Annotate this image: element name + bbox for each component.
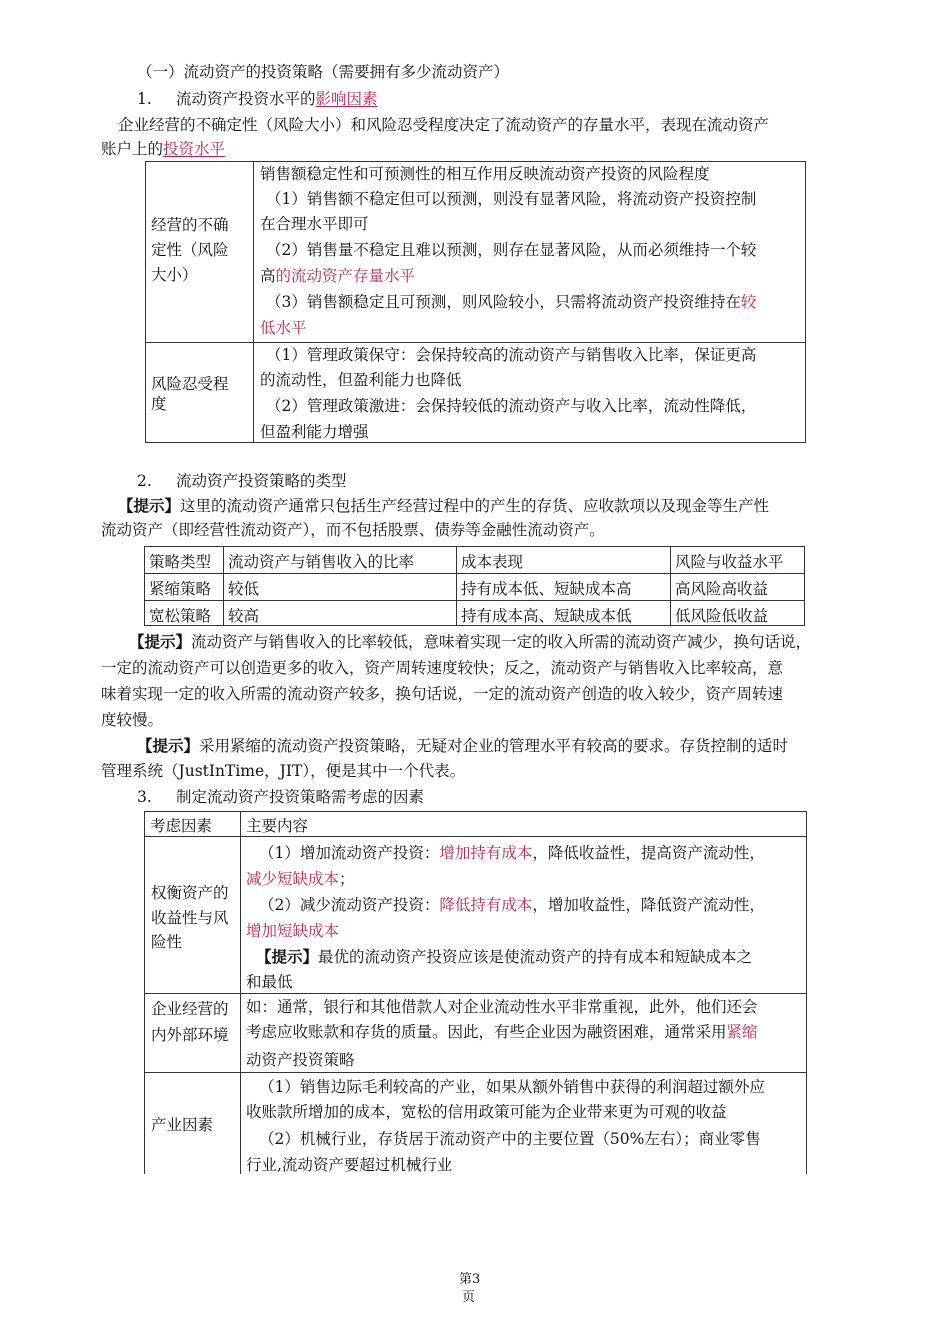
section-1-number: 1. [137, 90, 152, 108]
cell-text: 动资产投资策略 [246, 1051, 355, 1069]
tip-3-line-1: 【提示】采用紧缩的流动资产投资策略，无疑对企业的管理水平有较高的要求。存货控制的适时 [137, 736, 789, 755]
cell-text: 【提示】最优的流动资产投资应该是使流动资产的持有成本和短缺成本之 [256, 947, 753, 966]
tip-3-line-2: 管理系统（JustInTime，JIT），便是其中一个代表。 [101, 762, 466, 780]
cell-text: 高的流动资产存量水平 [260, 267, 416, 285]
table-cell: 宽松策略 [149, 607, 212, 625]
table-cell: 持有成本低、短缺成本高 [461, 580, 632, 598]
table-cell: 低风险低收益 [675, 607, 769, 625]
section-3-number: 3. [137, 788, 152, 806]
row-label-tolerance-2: 度 [151, 395, 167, 413]
tip-2-line-2: 一定的流动资产可以创造更多的收入，资产周转速度较快；反之，流动资产与销售收入比率较高，意 [101, 659, 784, 677]
page-number: 第3 [459, 1272, 481, 1287]
cell-text: （2）减少流动资产投资：降低持有成本，增加收益性，降低资产流动性， [259, 896, 765, 914]
cell-text: （2）销售量不稳定且难以预测，则存在显著风险，从而必须维持一个较 [266, 241, 757, 259]
cell-text: （2）管理政策激进：会保持较低的流动资产与收入比率，流动性降低， [266, 397, 757, 415]
table-cell: 较低 [228, 580, 260, 598]
tip-2-line-3: 味着实现一定的收入所需的流动资产较多，换句话说，一定的流动资产创造的收入较少，资产周转速 [101, 685, 784, 703]
table-cell: 紧缩策略 [149, 580, 212, 598]
cell-text: 低水平 [260, 319, 307, 337]
section-2-number: 2. [137, 472, 152, 490]
cell-text: 销售额稳定性和可预测性的相互作用反映流动资产投资的风险程度 [260, 165, 710, 183]
cell-text: 和最低 [246, 973, 293, 991]
cell-text: （1）管理政策保守：会保持较高的流动资产与销售收入比率，保证更高 [266, 346, 757, 364]
influence-factors-link[interactable]: 影响因素 [315, 90, 378, 108]
cell-text: 的流动性，但盈利能力也降低 [260, 371, 462, 389]
table-header: 考虑因素 [150, 817, 213, 835]
cell-text: （1）销售额不稳定但可以预测，则没有显著风险，将流动资产投资控制 [266, 190, 757, 208]
cell-text: （1）销售边际毛利较高的产业，如果从额外销售中获得的利润超过额外应 [259, 1078, 765, 1096]
section-2-title: 流动资产投资策略的类型 [176, 472, 347, 490]
section-heading: （一）流动资产的投资策略（需要拥有多少流动资产） [137, 63, 510, 81]
tip-2-line-1: 【提示】流动资产与销售收入的比率较低，意味着实现一定的收入所需的流动资产减少，换句话说， [129, 632, 812, 651]
cell-text: 但盈利能力增强 [260, 423, 369, 441]
table-cell: 较高 [228, 607, 260, 625]
row-label-environment-1: 企业经营的 [151, 1000, 229, 1018]
row-label-tolerance-1: 风险忍受程 [151, 375, 229, 393]
row-label-tradeoff-3: 险性 [151, 933, 183, 951]
table-cell: 持有成本高、短缺成本低 [461, 607, 632, 625]
cell-text: 减少短缺成本； [246, 870, 355, 888]
intro-line-1: 企业经营的不确定性（风险大小）和风险忍受程度决定了流动资产的存量水平，表现在流动资产 [118, 116, 770, 134]
investment-level-link[interactable]: 投资水平 [163, 140, 226, 158]
table-cell: 高风险高收益 [675, 580, 769, 598]
tip-2-line-4: 度较慢。 [101, 711, 164, 729]
cell-text: （3）销售额稳定且可预测，则风险较小，只需将流动资产投资维持在较 [266, 293, 757, 311]
cell-text: 考虑应收账款和存货的质量。因此，有些企业因为融资困难，通常采用紧缩 [246, 1023, 758, 1041]
row-label-industry: 产业因素 [151, 1116, 214, 1134]
row-label-environment-2: 内外部环境 [151, 1026, 229, 1044]
row-label-tradeoff-2: 收益性与风 [151, 909, 229, 927]
cell-text: （2）机械行业，存货居于流动资产中的主要位置（50%左右）；商业零售 [259, 1130, 761, 1148]
table-header: 流动资产与销售收入的比率 [228, 553, 415, 571]
cell-text: 增加短缺成本 [246, 922, 340, 940]
table-header: 风险与收益水平 [675, 553, 784, 571]
row-label-uncertainty-3: 大小） [151, 266, 198, 284]
section-3-title: 制定流动资产投资策略需考虑的因素 [176, 788, 425, 806]
cell-text: 行业,流动资产要超过机械行业 [246, 1156, 453, 1174]
cell-text: （1）增加流动资产投资：增加持有成本，降低收益性，提高资产流动性， [259, 844, 765, 862]
table-header: 策略类型 [149, 553, 212, 571]
row-label-uncertainty-2: 定性（风险 [151, 241, 229, 259]
table-header: 主要内容 [246, 817, 309, 835]
cell-text: 如：通常，银行和其他借款人对企业流动性水平非常重视，此外，他们还会 [246, 998, 758, 1016]
cell-text: 在合理水平即可 [260, 215, 369, 233]
cell-text: 收账款所增加的成本，宽松的信用政策可能为企业带来更为可观的收益 [246, 1103, 727, 1121]
intro-line-2: 账户上的投资水平 [101, 140, 226, 158]
table-header: 成本表现 [461, 553, 524, 571]
row-label-tradeoff-1: 权衡资产的 [151, 884, 229, 902]
row-label-uncertainty-1: 经营的不确 [151, 216, 229, 234]
page-number-suffix: 页 [462, 1290, 476, 1305]
tip-1-line-2: 流动资产（即经营性流动资产），而不包括股票、债券等金融性流动资产。 [101, 521, 605, 539]
section-1-title: 流动资产投资水平的影响因素 [176, 90, 378, 108]
tip-1-line-1: 【提示】这里的流动资产通常只包括生产经营过程中的产生的存货、应收款项以及现金等生产性 [118, 496, 770, 515]
